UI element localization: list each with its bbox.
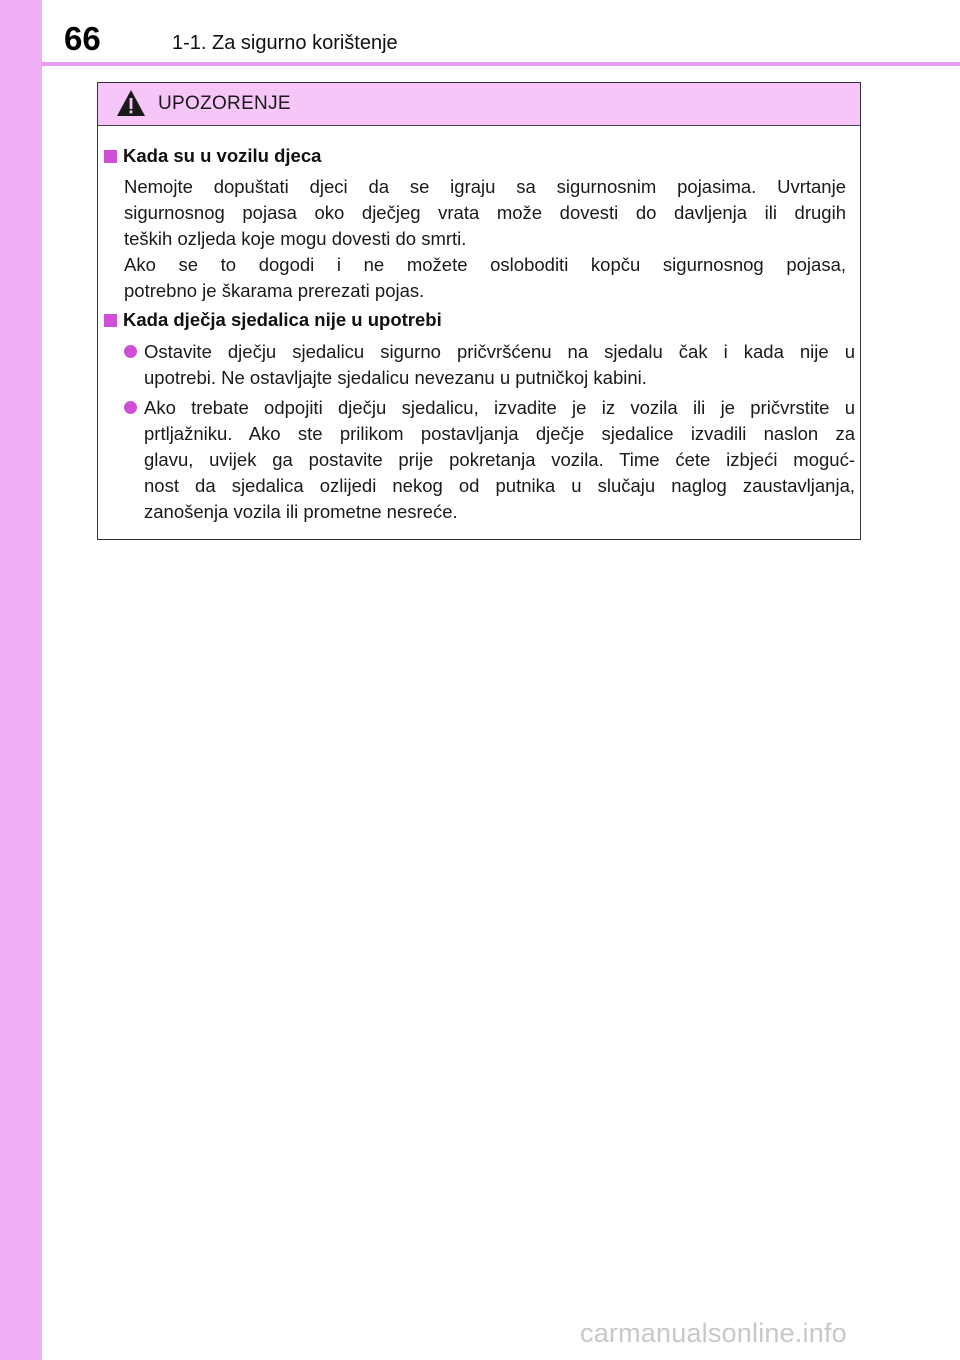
section-heading-text: Kada su u vozilu djeca	[123, 145, 322, 166]
paragraph-line: teških ozljeda koje mogu dovesti do smrti.	[124, 228, 467, 249]
square-bullet-icon	[104, 314, 117, 327]
page-header	[0, 0, 960, 64]
header-rule	[42, 62, 960, 66]
side-color-strip	[0, 0, 42, 1360]
list-item-line: upotrebi. Ne ostavljajte sjedalicu nevezanu u putničkoj kabini.	[144, 367, 647, 388]
list-item-text	[144, 395, 855, 525]
paragraph-line: sigurnosnog pojasa oko dječjeg vrata može dovesti do davljenja ili drugih	[124, 202, 846, 223]
watermark-link[interactable]: carmanualsonline.info	[580, 1318, 847, 1348]
warning-label: UPOZORENJE	[158, 93, 291, 114]
list-item-line: glavu, uvijek ga postavite prije pokretanja vozila. Time ćete izbjeći moguć-	[144, 449, 855, 470]
round-bullet-icon	[124, 401, 137, 414]
section-heading-text: Kada dječja sjedalica nije u upotrebi	[123, 309, 442, 330]
warning-triangle-icon	[116, 89, 146, 117]
warning-header	[98, 83, 860, 126]
section-heading-child-seat-not-in-use	[104, 309, 442, 331]
section-paragraph	[124, 174, 846, 304]
list-item-line: zanošenja vozila ili prometne nesreće.	[144, 501, 458, 522]
list-item-line: Ako trebate odpojiti dječju sjedalicu, izvadite je iz vozila ili je pričvrstite u	[144, 397, 855, 418]
list-item-line: prtljažniku. Ako ste prilikom postavljanja dječje sjedalice izvadili naslon za	[144, 423, 855, 444]
round-bullet-icon	[124, 345, 137, 358]
paragraph-line: potrebno je škarama prerezati pojas.	[124, 280, 425, 301]
page-number: 66	[64, 20, 101, 57]
paragraph-line: Nemojte dopuštati djeci da se igraju sa sigurnosnim pojasima. Uvrtanje	[124, 176, 846, 197]
paragraph-line: Ako se to dogodi i ne možete osloboditi kopču sigurnosnog pojasa,	[124, 254, 846, 275]
section-heading-children-in-vehicle	[104, 145, 321, 167]
warning-box	[97, 82, 861, 540]
list-item-text	[144, 339, 855, 391]
list-item-line: nost da sjedalica ozlijedi nekog od putnika u slučaju naglog zaustavljanja,	[144, 475, 855, 496]
square-bullet-icon	[104, 150, 117, 163]
section-title: 1-1. Za sigurno korištenje	[172, 32, 398, 54]
list-item-line: Ostavite dječju sjedalicu sigurno pričvršćenu na sjedalu čak i kada nije u	[144, 341, 855, 362]
